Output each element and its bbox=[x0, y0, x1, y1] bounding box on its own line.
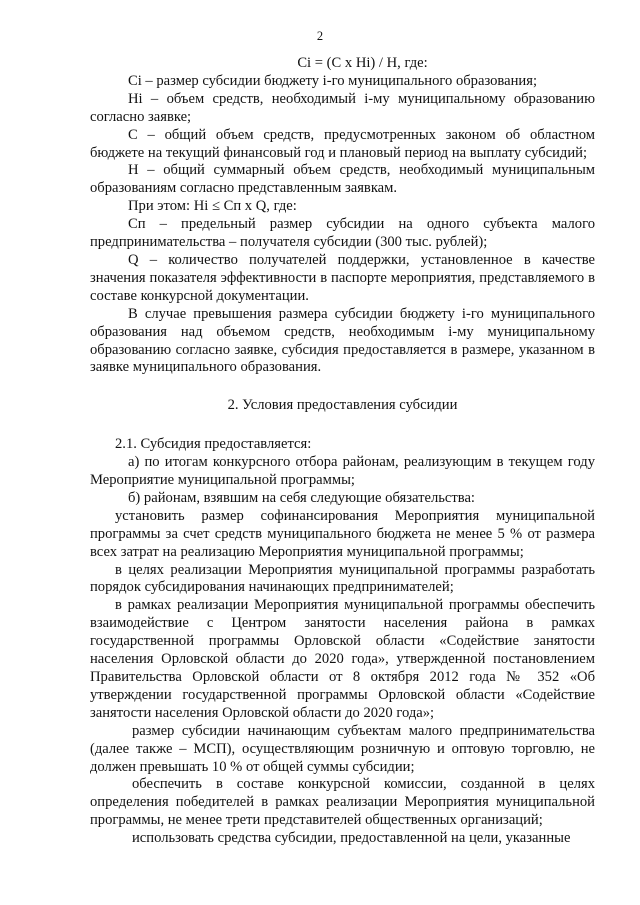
clause-b: б) районам, взявшим на себя следующие обязательства: bbox=[128, 489, 475, 506]
clause-a: а) по итогам конкурсного отбора районам, реализующим в текущем году Мероприятие муниципальной программы; bbox=[90, 454, 595, 489]
obligation-employment-center: в рамках реализации Мероприятия муниципальной программы обеспечить взаимодействие с Центром занятости населения района в рамках государственной программы Орловской области «Содействие занятости населения Орловской области до 2020 года», утвержденной постановлением Правительства Орловской области от 8 октября 2012 года № 352 «Об утверждении государственной программы Орловской области «Содействие занятости населения Орловской области до 2020 года»; bbox=[90, 597, 595, 721]
obligation-use-of-funds: использовать средства субсидии, предоставленной на цели, указанные bbox=[132, 830, 571, 847]
section-heading: 2. Условия предоставления субсидии bbox=[227, 397, 458, 414]
obligation-trade-limit: размер субсидии начинающим субъектам малого предпринимательства (далее также – МСП), осуществляющим розничную и оптовую торговлю, не должен превышать 10 % от общей суммы субсидии; bbox=[90, 722, 595, 775]
subsidy-formula: Ci = (C x Hi) / H, где: bbox=[297, 55, 428, 71]
paragraph-condition: При этом: Hi ≤ Сп x Q, где: bbox=[128, 198, 297, 215]
page-number: 2 bbox=[316, 29, 324, 43]
paragraph-cp-definition: Сп – предельный размер субсидии на одного субъекта малого предпринимательства – получателя субсидии (300 тыс. рублей); bbox=[90, 216, 595, 251]
obligation-procedure: в целях реализации Мероприятия муниципальной программы разработать порядок субсидирования начинающих предпринимателей; bbox=[90, 561, 595, 596]
paragraph-q-definition: Q – количество получателей поддержки, установленное в качестве значения показателя эффективности в паспорте мероприятия, представляемого в составе конкурсной документации. bbox=[90, 251, 595, 304]
clause-2-1: 2.1. Субсидия предоставляется: bbox=[115, 436, 312, 453]
document-body bbox=[90, 55, 595, 848]
paragraph-h-definition: Н – общий суммарный объем средств, необходимый муниципальным образованиям согласно представленным заявкам. bbox=[90, 162, 595, 197]
paragraph-ci-definition: Ci – размер субсидии бюджету i-го муниципального образования; bbox=[128, 72, 537, 89]
obligation-cofinancing: установить размер софинансирования Мероприятия муниципальной программы за счет средств муниципального бюджета не менее 5 % от размера всех затрат на реализацию Мероприятия муниципальной программы; bbox=[90, 507, 595, 560]
obligation-commission: обеспечить в составе конкурсной комиссии, созданной в целях определения победителей в рамках реализации Мероприятия муниципальной программы, не менее трети представителей общественных организаций; bbox=[90, 776, 595, 829]
paragraph-hi-definition: Hi – объем средств, необходимый i-му муниципальному образованию согласно заявке; bbox=[90, 90, 595, 125]
paragraph-excess-case: В случае превышения размера субсидии бюджету i-го муниципального образования над объемом средств, необходимым i-му муниципальному образованию согласно заявке, субсидия предоставляется в размере, указанном в заявке муниципального образования. bbox=[90, 305, 595, 376]
paragraph-c-definition: С – общий объем средств, предусмотренных законом об областном бюджете на текущий финансовый год и плановый период на выплату субсидий; bbox=[90, 126, 595, 161]
